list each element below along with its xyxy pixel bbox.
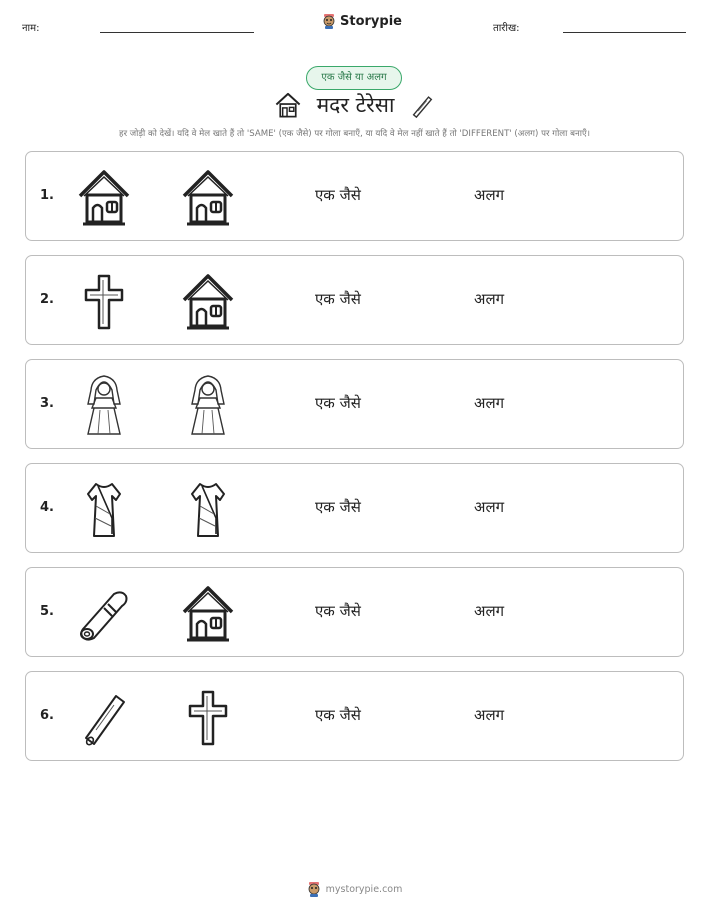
- stick-icon: [408, 90, 436, 120]
- question-row-5: [25, 567, 684, 657]
- house-icon: [273, 90, 303, 120]
- different-option[interactable]: अलग: [474, 498, 505, 516]
- brand-name: Storypie: [340, 13, 402, 29]
- same-option[interactable]: एक जैसे: [315, 186, 361, 204]
- instructions: हर जोड़ी को देखें। यदि वे मेल खाते हैं तो 'SAME' (एक जैसे) पर गोला बनाएँ, या यदि वे मेल नहीं खाते हैं तो 'DIFFERENT' (अलग) पर गोला बनाएँ।: [119, 129, 590, 139]
- sari-icon: [178, 478, 238, 540]
- question-row-1: [25, 151, 684, 241]
- nun-icon: [178, 374, 238, 436]
- date-label: तारीख:: [493, 23, 520, 34]
- date-field-line[interactable]: [563, 32, 686, 33]
- cross-icon: [74, 270, 134, 332]
- scroll-icon: [74, 582, 134, 644]
- activity-badge: एक जैसे या अलग: [306, 66, 402, 90]
- page-title: मदर टेरेसा: [316, 93, 395, 117]
- question-row-3: [25, 359, 684, 449]
- storypie-mascot-icon: [322, 13, 336, 29]
- house-icon: [74, 166, 134, 228]
- same-option[interactable]: एक जैसे: [315, 290, 361, 308]
- storypie-mascot-icon: [307, 881, 321, 897]
- footer-url[interactable]: mystorypie.com: [325, 883, 403, 895]
- different-option[interactable]: अलग: [474, 706, 505, 724]
- same-option[interactable]: एक जैसे: [315, 706, 361, 724]
- house-icon: [178, 166, 238, 228]
- row-number: 2.: [40, 292, 54, 307]
- different-option[interactable]: अलग: [474, 290, 505, 308]
- different-option[interactable]: अलग: [474, 186, 505, 204]
- row-number: 4.: [40, 500, 54, 515]
- row-number: 1.: [40, 188, 54, 203]
- stick-icon: [74, 686, 134, 748]
- same-option[interactable]: एक जैसे: [315, 602, 361, 620]
- row-number: 6.: [40, 708, 54, 723]
- same-option[interactable]: एक जैसे: [315, 498, 361, 516]
- house-icon: [178, 582, 238, 644]
- brand-logo: [322, 13, 402, 29]
- question-row-6: [25, 671, 684, 761]
- sari-icon: [74, 478, 134, 540]
- different-option[interactable]: अलग: [474, 602, 505, 620]
- question-row-2: [25, 255, 684, 345]
- nun-icon: [74, 374, 134, 436]
- house-icon: [178, 270, 238, 332]
- title-row: [0, 90, 709, 120]
- question-row-4: [25, 463, 684, 553]
- different-option[interactable]: अलग: [474, 394, 505, 412]
- same-option[interactable]: एक जैसे: [315, 394, 361, 412]
- row-number: 3.: [40, 396, 54, 411]
- name-field-line[interactable]: [100, 32, 254, 33]
- name-label: नाम:: [22, 23, 40, 34]
- footer: [0, 881, 709, 897]
- cross-icon: [178, 686, 238, 748]
- row-number: 5.: [40, 604, 54, 619]
